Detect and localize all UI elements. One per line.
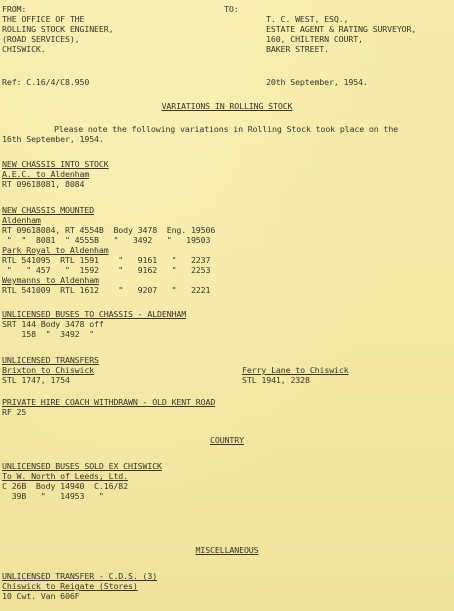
from-line-1: THE OFFICE OF THE xyxy=(2,14,85,24)
section-heading-unlicensed-transfers: UNLICENSED TRANSFERS xyxy=(2,355,99,365)
letter-date: 20th September, 1954. xyxy=(266,77,368,87)
transfer-line-van: 10 Cwt. Van 606F xyxy=(2,591,80,601)
sold-row: 39B " 14953 " xyxy=(2,491,104,501)
subheading-weymanns: Weymanns to Aldenham xyxy=(2,275,99,285)
section-heading-unlicensed-transfer-cds: UNLICENSED TRANSFER - C.D.S. (3) xyxy=(2,571,158,581)
sold-row: C 26B Body 14940 C.16/82 xyxy=(2,481,128,491)
intro-line-1: Please note the following variations in Rolling Stock took place on the xyxy=(54,124,399,134)
mounted-row: RTL 541009 RTL 1612 " 9207 " 2221 xyxy=(2,285,211,295)
from-line-4: CHISWICK. xyxy=(2,44,46,54)
mounted-row: " " 8081 " 4555B " 3492 " 19503 xyxy=(2,235,211,245)
chassis-row: SRT 144 Body 3478 off xyxy=(2,319,104,329)
from-label: FROM: xyxy=(2,4,27,14)
chassis-into-stock-line: RT 09618081, 8084 xyxy=(2,179,85,189)
transfer-line-ferry-lane: STL 1941, 2328 xyxy=(242,375,310,385)
to-label: TO: xyxy=(224,4,239,14)
to-line-2: ESTATE AGENT & RATING SURVEYOR, xyxy=(266,24,417,34)
from-line-2: ROLLING STOCK ENGINEER, xyxy=(2,24,114,34)
section-heading-new-chassis-mounted: NEW CHASSIS MOUNTED xyxy=(2,205,95,215)
to-line-4: BAKER STREET. xyxy=(266,44,329,54)
to-line-3: 160, CHILTERN COURT, xyxy=(266,34,363,44)
section-heading-unlicensed-buses-sold: UNLICENSED BUSES SOLD EX CHISWICK xyxy=(2,461,162,471)
from-line-3: (ROAD SERVICES), xyxy=(2,34,80,44)
section-heading-private-hire: PRIVATE HIRE COACH WITHDRAWN - OLD KENT ROAD xyxy=(2,397,216,407)
subheading-brixton-to-chiswick: Brixton to Chiswick xyxy=(2,365,95,375)
subheading-park-royal: Park Royal to Aldenham xyxy=(2,245,109,255)
section-heading-unlicensed-buses-to-chassis: UNLICENSED BUSES TO CHASSIS - ALDENHAM xyxy=(2,309,187,319)
document-title: VARIATIONS IN ROLLING STOCK xyxy=(161,101,293,111)
mounted-row: RT 09618084, RT 4554B Body 3478 Eng. 19506 xyxy=(2,225,216,235)
subheading-aec-to-aldenham: A.E.C. to Aldenham xyxy=(2,169,90,179)
chassis-row: 158 " 3492 " xyxy=(2,329,95,339)
intro-line-2: 16th September, 1954. xyxy=(2,134,104,144)
section-heading-new-chassis-into-stock: NEW CHASSIS INTO STOCK xyxy=(2,159,109,169)
mounted-row: RTL 541095 RTL 1591 " 9161 " 2237 xyxy=(2,255,211,265)
mounted-row: " " 457 " 1592 " 9162 " 2253 xyxy=(2,265,211,275)
section-heading-country: COUNTRY xyxy=(210,435,244,445)
subheading-aldenham: Aldenham xyxy=(2,215,41,225)
transfer-line-brixton: STL 1747, 1754 xyxy=(2,375,70,385)
private-hire-line: RF 25 xyxy=(2,407,27,417)
subheading-w-north-of-leeds: To W. North of Leeds, Ltd. xyxy=(2,471,128,481)
subheading-ferry-lane-to-chiswick: Ferry Lane to Chiswick xyxy=(242,365,349,375)
section-heading-miscellaneous: MISCELLANEOUS xyxy=(195,545,259,555)
to-line-1: T. C. WEST, ESQ., xyxy=(266,14,349,24)
subheading-chiswick-to-reigate: Chiswick to Reigate (Stores) xyxy=(2,581,138,591)
reference-number: Ref: C.16/4/C8.950 xyxy=(2,77,90,87)
